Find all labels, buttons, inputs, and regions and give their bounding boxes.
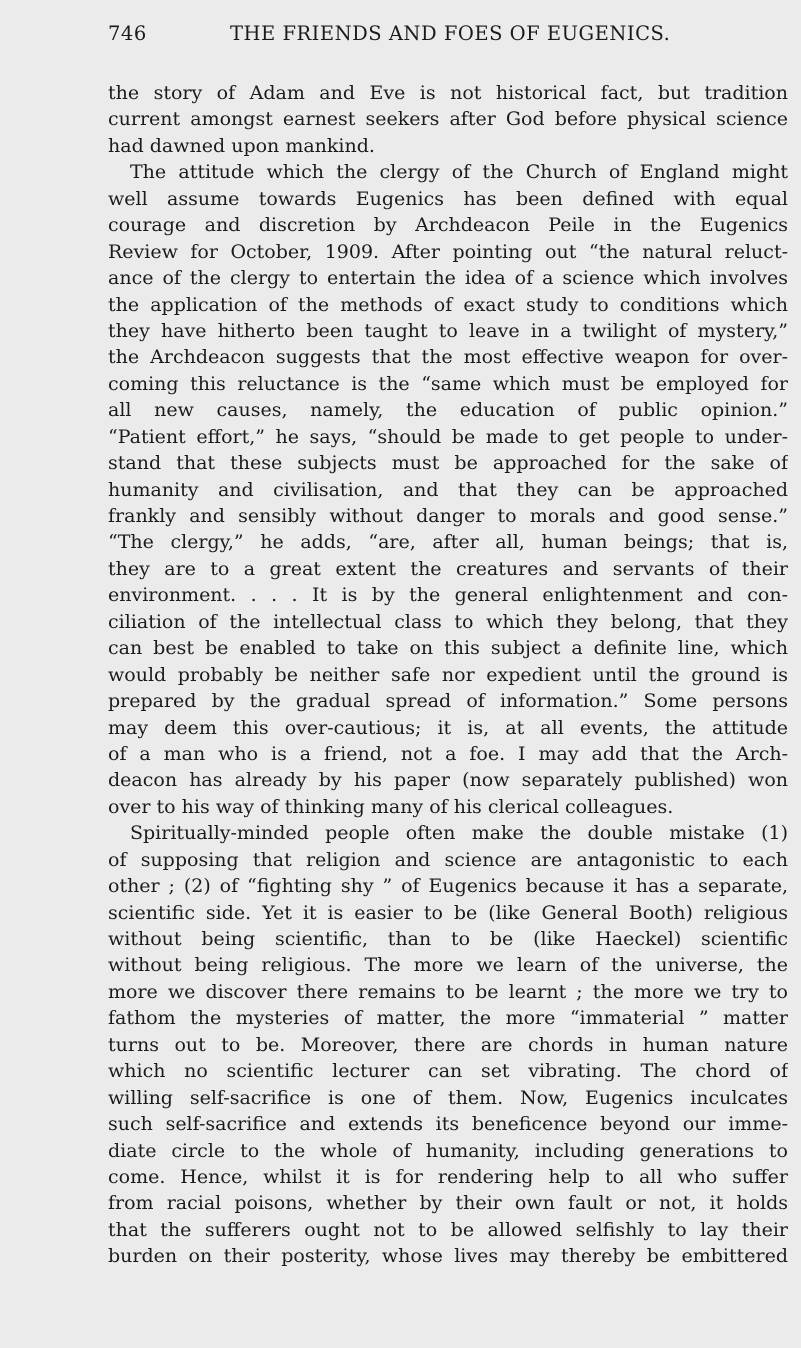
text-line: current amongst earnest seekers after God before physical science bbox=[108, 108, 788, 131]
text-line: humanity and civilisation, and that they can be approached bbox=[108, 478, 788, 501]
page-number: 746 bbox=[108, 22, 147, 45]
text-line: “The clergy,” he adds, “are, after all, human beings; that is, bbox=[108, 531, 788, 554]
text-line: scientific side. Yet it is easier to be (like General Booth) religious bbox=[108, 901, 788, 924]
text-line: the application of the methods of exact study to conditions which bbox=[108, 293, 788, 316]
text-line: all new causes, namely, the education of public opinion.” bbox=[108, 399, 788, 422]
text-line: Review for October, 1909. After pointing out “the natural reluct- bbox=[108, 240, 788, 263]
text-line: over to his way of thinking many of his clerical colleagues. bbox=[108, 795, 674, 818]
text-line: without being religious. The more we learn of the universe, the bbox=[108, 954, 788, 977]
text-line: may deem this over-cautious; it is, at all events, the attitude bbox=[108, 716, 788, 739]
text-line: come. Hence, whilst it is for rendering help to all who suffer bbox=[108, 1165, 788, 1188]
text-line: the Archdeacon suggests that the most effective weapon for over- bbox=[108, 346, 788, 369]
text-line: deacon has already by his paper (now separately published) won bbox=[108, 769, 788, 792]
text-line: turns out to be. Moreover, there are chords in human nature bbox=[108, 1033, 788, 1056]
text-line: the story of Adam and Eve is not historical fact, but tradition bbox=[108, 82, 788, 104]
text-line: ance of the clergy to entertain the idea of a science which involves bbox=[108, 267, 788, 290]
text-line: they have hitherto been taught to leave in a twilight of mystery,” bbox=[108, 319, 788, 342]
text-line: “Patient effort,” he says, “should be made to get people to under- bbox=[108, 425, 788, 448]
text-line: willing self-sacrifice is one of them. Now, Eugenics inculcates bbox=[108, 1086, 788, 1109]
text-line: from racial poisons, whether by their own fault or not, it holds bbox=[108, 1192, 788, 1215]
text-line: diate circle to the whole of humanity, including generations to bbox=[108, 1139, 788, 1162]
paragraph-start-line: The attitude which the clergy of the Church of England might bbox=[130, 161, 788, 184]
body-text bbox=[108, 80, 788, 1270]
text-line: without being scientific, than to be (like Haeckel) scientific bbox=[108, 928, 788, 950]
text-line: well assume towards Eugenics has been defined with equal bbox=[108, 187, 788, 210]
text-line: courage and discretion by Archdeacon Peile in the Eugenics bbox=[108, 214, 788, 237]
text-line: prepared by the gradual spread of information.” Some persons bbox=[108, 690, 788, 713]
text-line: ciliation of the intellectual class to which they belong, that they bbox=[108, 610, 788, 633]
text-line: of a man who is a friend, not a foe. I may add that the Arch- bbox=[108, 742, 788, 765]
text-line: coming this reluctance is the “same which must be employed for bbox=[108, 372, 788, 395]
page-header bbox=[108, 22, 718, 48]
text-line: stand that these subjects must be approached for the sake of bbox=[108, 452, 788, 475]
text-line: can best be enabled to take on this subject a definite line, which bbox=[108, 637, 788, 660]
text-line: environment. . . . It is by the general enlightenment and con- bbox=[108, 584, 788, 607]
text-line: such self-sacrifice and extends its beneficence beyond our imme- bbox=[108, 1113, 788, 1136]
text-line: more we discover there remains to be learnt ; the more we try to bbox=[108, 980, 788, 1003]
text-line: which no scientific lecturer can set vibrating. The chord of bbox=[108, 1060, 788, 1083]
text-line: of supposing that religion and science are antagonistic to each bbox=[108, 848, 788, 871]
text-line: that the sufferers ought not to be allowed selfishly to lay their bbox=[108, 1218, 788, 1241]
text-line: other ; (2) of “fighting shy ” of Eugenics because it has a separate, bbox=[108, 875, 788, 898]
text-line: burden on their posterity, whose lives may thereby be embittered bbox=[108, 1245, 788, 1268]
text-line: they are to a great extent the creatures and servants of their bbox=[108, 557, 788, 580]
text-line: frankly and sensibly without danger to morals and good sense.” bbox=[108, 505, 788, 527]
text-line: fathom the mysteries of matter, the more “immaterial ” matter bbox=[108, 1007, 788, 1030]
text-line: would probably be neither safe nor expedient until the ground is bbox=[108, 663, 788, 686]
running-head: THE FRIENDS AND FOES OF EUGENICS. bbox=[230, 22, 671, 45]
paragraph-start-line: Spiritually-minded people often make the double mistake (1) bbox=[130, 822, 788, 845]
text-line: had dawned upon mankind. bbox=[108, 134, 375, 157]
